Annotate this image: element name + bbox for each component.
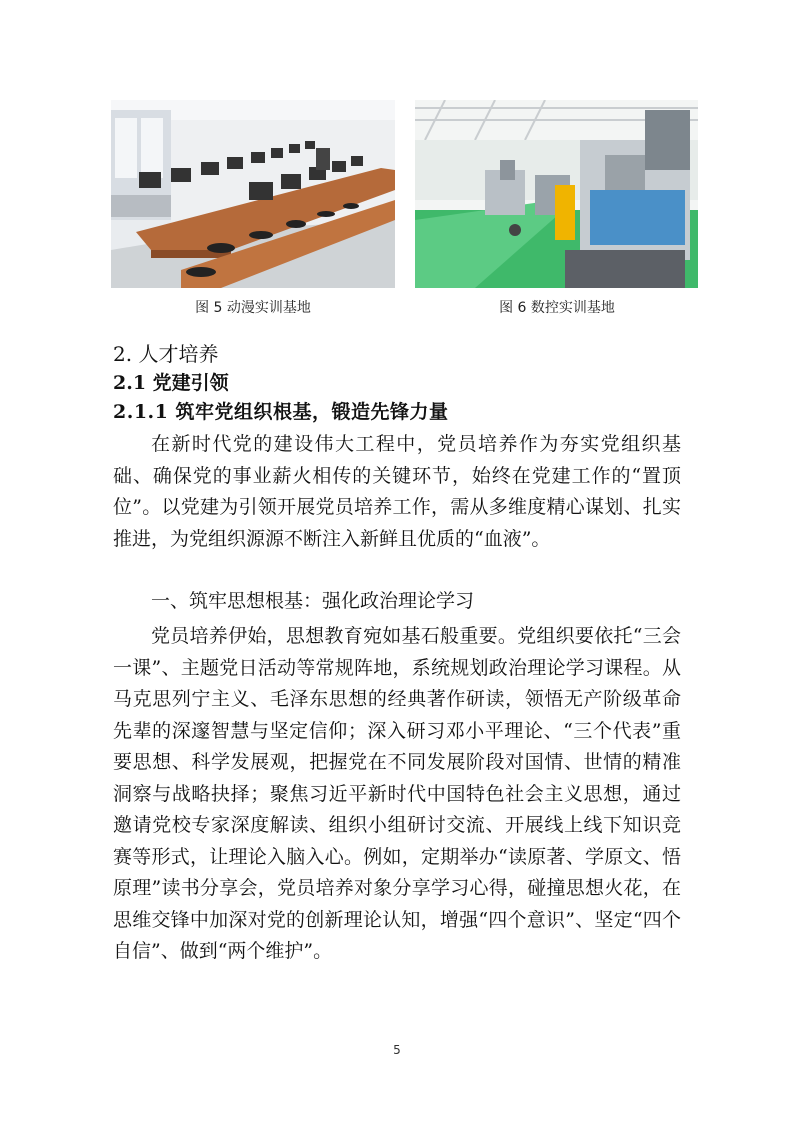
figure-6-caption: 图 6 数控实训基地 <box>499 300 615 316</box>
photo-cnc-training-lab <box>415 100 698 288</box>
body-paragraph: 党员培养伊始，思想教育宛如基石般重要。党组织要依托“三会一课”、主题党日活动等常规阵地，系统规划政治理论学习课程。从马克思列宁主义、毛泽东思想的经典著作研读，领悟无产阶级革命先辈的深邃智慧与坚定信仰；深入研习邓小平理论、“三个代表”重要思想、科学发展观，把握党在不同发展阶段对国情、世情的精准洞察与战略抉择；聚焦习近平新时代中国特色社会主义思想，通过邀请党校专家深度解读、组织小组研讨交流、开展线上线下知识竞赛等形式，让理论入脑入心。例如，定期举办“读原著、学原文、悟原理”读书分享会，党员培养对象分享学习心得，碰撞思想火花，在思维交锋中加深对党的创新理论认知，增强“四个意识”、坚定“四个自信”、做到“两个维护”。 <box>113 625 681 962</box>
body-paragraph: 在新时代党的建设伟大工程中，党员培养作为夯实党组织基础、确保党的事业薪火相传的关键环节，始终在党建工作的“置顶位”。以党建为引领开展党员培养工作，需从多维度精心谋划、扎实推进，为党组织源源不断注入新鲜且优质的“血液”。 <box>113 433 681 550</box>
subsection-heading: 2.1 党建引领 <box>113 372 229 394</box>
body-paragraph-subtitle: 一、筑牢思想根基：强化政治理论学习 <box>151 590 475 612</box>
subsubsection-heading: 2.1.1 筑牢党组织根基，锻造先锋力量 <box>113 401 449 423</box>
page-number: 5 <box>393 1043 401 1057</box>
section-heading: 2. 人才培养 <box>113 342 219 366</box>
photo-animation-training-lab <box>111 100 395 288</box>
figure-5-caption: 图 5 动漫实训基地 <box>195 300 311 316</box>
